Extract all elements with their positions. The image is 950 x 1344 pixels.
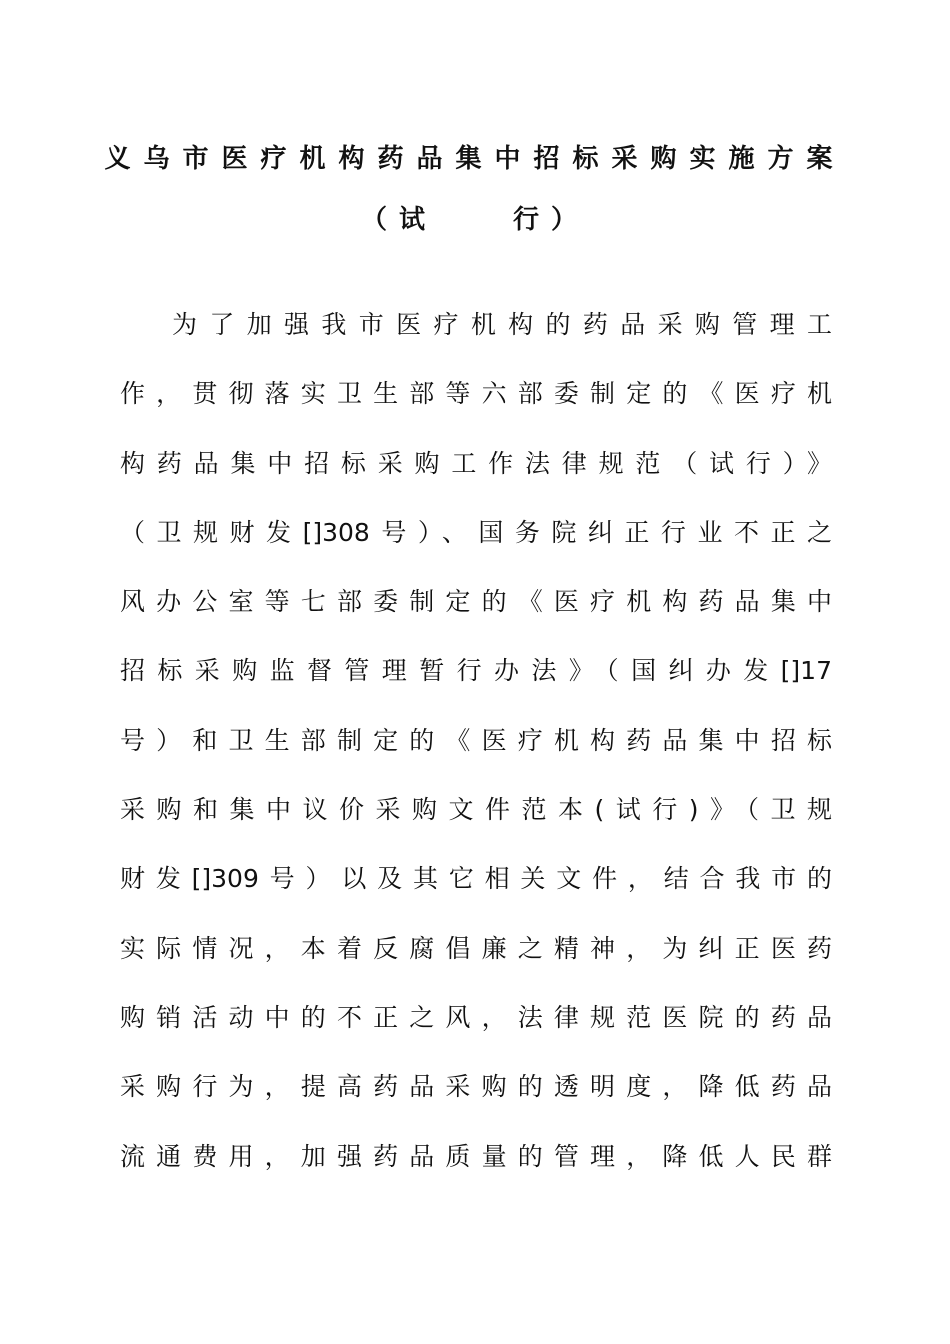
document-body	[120, 305, 832, 1206]
body-line: 为了加强我市医疗机构的药品采购管理工	[172, 310, 832, 339]
body-line: 采购和集中议价采购文件范本(试行)》（卫规	[120, 795, 832, 825]
body-line: （卫规财发[]308号）、国务院纠正行业不正之	[120, 517, 832, 547]
body-line: 财发[]309号）以及其它相关文件，结合我市的	[120, 864, 832, 894]
body-line: 风办公室等七部委制定的《医疗机构药品集中	[120, 587, 832, 617]
body-line: 实际情况，本着反腐倡廉之精神，为纠正医药	[120, 933, 832, 963]
body-line: 采购行为，提高药品采购的透明度，降低药品	[120, 1072, 832, 1102]
body-line: 招标采购监督管理暂行办法》（国纠办发[]17	[120, 656, 832, 686]
body-line: 号）和卫生部制定的《医疗机构药品集中招标	[120, 725, 832, 755]
document-title: 义乌市医疗机构药品集中招标采购实施方案	[104, 144, 846, 174]
body-line: 流通费用，加强药品质量的管理，降低人民群	[120, 1141, 832, 1171]
body-line: 作，贯彻落实卫生部等六部委制定的《医疗机	[120, 379, 832, 409]
body-line: 购销活动中的不正之风，法律规范医院的药品	[120, 1002, 832, 1032]
document-subtitle: （试 行）	[360, 205, 589, 235]
body-line: 构药品集中招标采购工作法律规范（试行）》	[120, 448, 832, 478]
